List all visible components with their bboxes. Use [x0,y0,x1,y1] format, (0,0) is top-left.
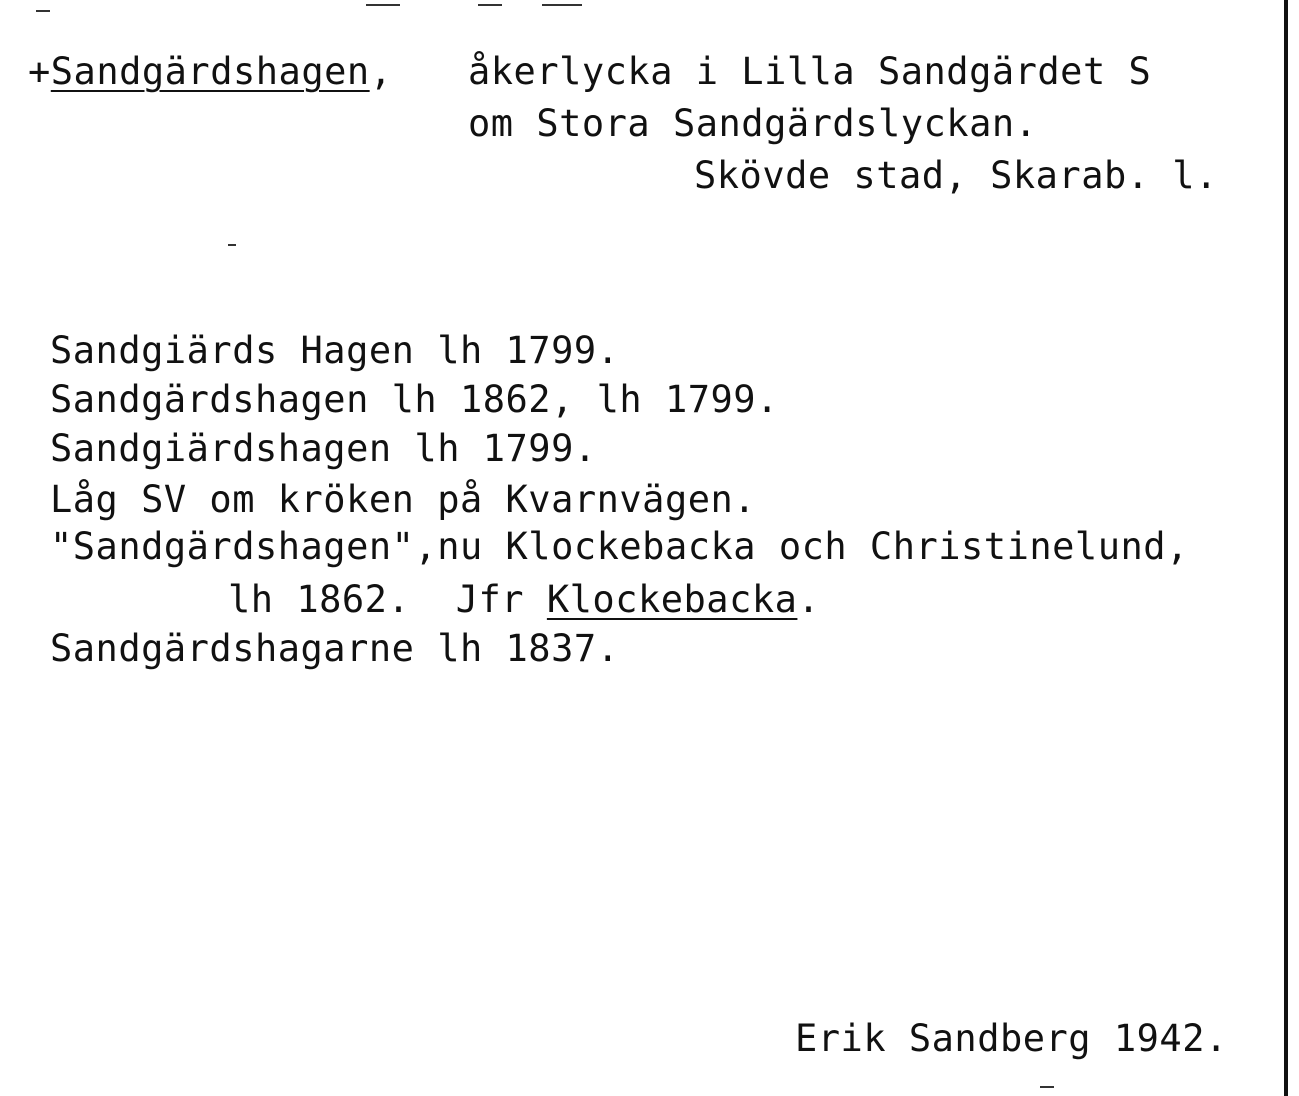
note-line-2: Sandgärdshagen lh 1862, lh 1799. [50,378,779,421]
scan-speck [228,244,236,246]
headword-line [28,50,392,94]
scan-speck [366,4,400,6]
note-line-4: Låg SV om kröken på Kvarnvägen. [50,478,757,521]
scan-speck [542,4,582,6]
note-line-6-suffix: . [797,578,821,621]
note-line-7: Sandgärdshagarne lh 1837. [50,627,620,670]
signature: Erik Sandberg 1942. [795,1017,1228,1060]
note-line-6 [228,578,820,622]
headword: Sandgärdshagen [50,50,370,93]
scan-speck [36,10,50,12]
description-line-1: åkerlycka i Lilla Sandgärdet S [468,50,1152,93]
card-edge [1284,0,1288,1096]
note-line-5: "Sandgärdshagen",nu Klockebacka och Christinelund, [50,525,1189,568]
cross-reference-link[interactable]: Klockebacka [546,578,798,621]
headword-prefix: + [28,50,51,93]
note-line-3: Sandgiärdshagen lh 1799. [50,427,597,470]
description-line-2: om Stora Sandgärdslyckan. [468,102,1038,145]
scan-speck [1040,1086,1054,1088]
note-line-6-text: lh 1862. Jfr [228,578,547,621]
scan-speck [478,4,502,6]
location-line: Skövde stad, Skarab. l. [694,154,1218,197]
headword-suffix: , [369,50,393,93]
note-line-1: Sandgiärds Hagen lh 1799. [50,329,620,372]
